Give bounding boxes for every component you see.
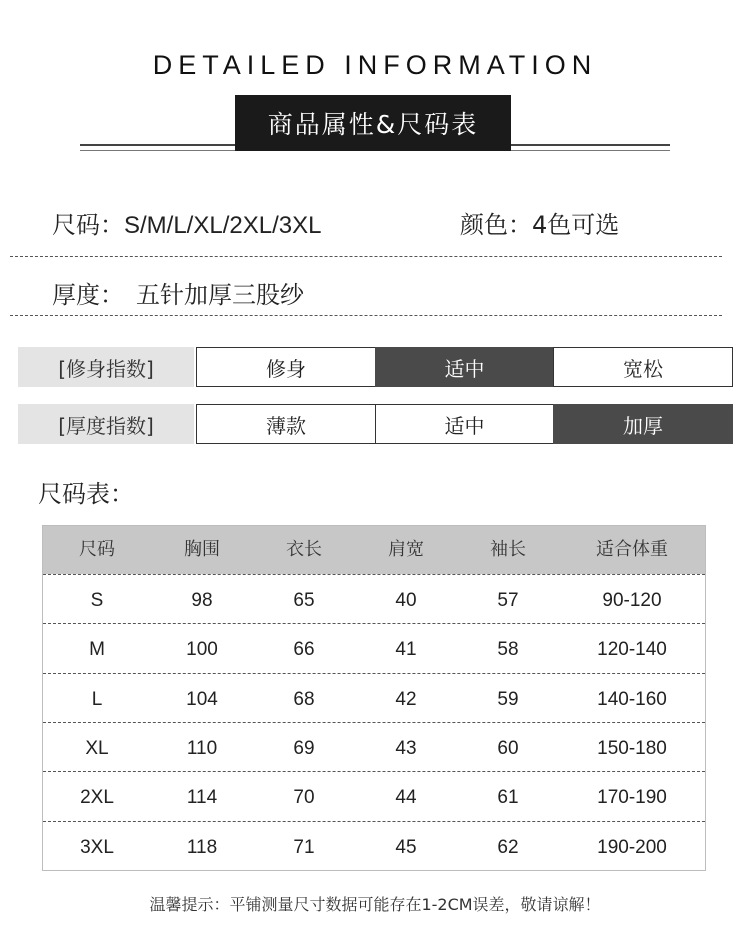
footer-note: 温馨提示：平铺测量尺寸数据可能存在1-2CM误差，敬请谅解！ [149, 895, 601, 914]
cell-size: 3XL [80, 836, 114, 858]
cell-shoulder: 42 [395, 688, 417, 710]
dashed-divider [10, 315, 722, 316]
cell-shoulder: 45 [395, 836, 417, 858]
header-length: 衣长 [286, 539, 322, 560]
cell-length: 69 [293, 737, 315, 759]
thickness-attribute [52, 275, 304, 310]
header-title-en: DETAILED INFORMATION [152, 50, 598, 80]
cell-sleeve: 57 [497, 590, 519, 611]
cell-size: M [89, 639, 105, 661]
cell-shoulder: 41 [395, 639, 417, 661]
color-value: 4色可选 [532, 211, 620, 239]
cell-chest: 100 [186, 639, 218, 661]
row-divider [43, 574, 705, 575]
dashed-divider [10, 256, 722, 257]
size-label: 尺码： [52, 211, 124, 239]
cell-chest: 114 [186, 787, 218, 809]
thickness-option-thin: 薄款 [196, 404, 376, 444]
cell-chest: 104 [186, 688, 218, 710]
cell-length: 65 [293, 590, 315, 611]
size-value: S/M/L/XL/2XL/3XL [124, 212, 322, 239]
cell-length: 70 [293, 787, 315, 809]
header-sleeve: 袖长 [490, 539, 526, 560]
header-size: 尺码 [79, 539, 115, 560]
fit-index-options [196, 347, 733, 387]
cell-size: 2XL [80, 787, 114, 809]
cell-length: 68 [293, 688, 315, 710]
row-divider [43, 771, 705, 772]
size-table-header [43, 526, 705, 574]
fit-option-regular: 适中 [375, 347, 555, 387]
row-divider [43, 722, 705, 723]
fit-option-slim: 修身 [196, 347, 376, 387]
cell-chest: 98 [191, 590, 213, 611]
cell-sleeve: 60 [497, 737, 519, 759]
cell-weight: 190-200 [597, 836, 667, 858]
thickness-option-thick: 加厚 [553, 404, 733, 444]
cell-sleeve: 59 [497, 688, 519, 710]
cell-shoulder: 44 [395, 787, 417, 809]
header-title-cn-box [235, 95, 511, 151]
cell-sleeve: 58 [497, 639, 519, 661]
cell-shoulder: 43 [395, 737, 417, 759]
cell-chest: 118 [186, 836, 218, 858]
cell-size: L [91, 688, 103, 710]
row-divider [43, 821, 705, 822]
thickness-index-options [196, 404, 733, 444]
cell-weight: 120-140 [597, 639, 667, 661]
row-divider [43, 673, 705, 674]
size-table-title: 尺码表： [38, 480, 134, 508]
header-title-cn: 商品属性&尺码表 [267, 110, 479, 139]
color-label: 颜色： [460, 211, 532, 239]
thickness-value: 五针加厚三股纱 [136, 281, 304, 309]
cell-sleeve: 61 [497, 787, 519, 809]
color-attribute [460, 205, 619, 240]
cell-weight: 170-190 [597, 787, 667, 809]
cell-shoulder: 40 [395, 590, 417, 611]
header-weight: 适合体重 [596, 539, 668, 560]
cell-weight: 90-120 [602, 590, 662, 611]
cell-size: XL [85, 737, 109, 759]
header-shoulder: 肩宽 [388, 539, 424, 560]
fit-index-label: [修身指数] [18, 347, 194, 387]
cell-weight: 140-160 [597, 688, 667, 710]
row-divider [43, 623, 705, 624]
cell-sleeve: 62 [497, 836, 519, 858]
size-attribute [52, 205, 321, 240]
cell-weight: 150-180 [597, 737, 667, 759]
size-table [42, 525, 706, 871]
header-chest: 胸围 [184, 539, 220, 560]
fit-option-loose: 宽松 [553, 347, 733, 387]
thickness-option-medium: 适中 [375, 404, 555, 444]
thickness-index-label: [厚度指数] [18, 404, 194, 444]
thickness-label: 厚度： [52, 281, 124, 309]
cell-length: 66 [293, 639, 315, 661]
cell-length: 71 [293, 836, 315, 858]
cell-chest: 110 [186, 737, 218, 759]
cell-size: S [90, 590, 104, 611]
